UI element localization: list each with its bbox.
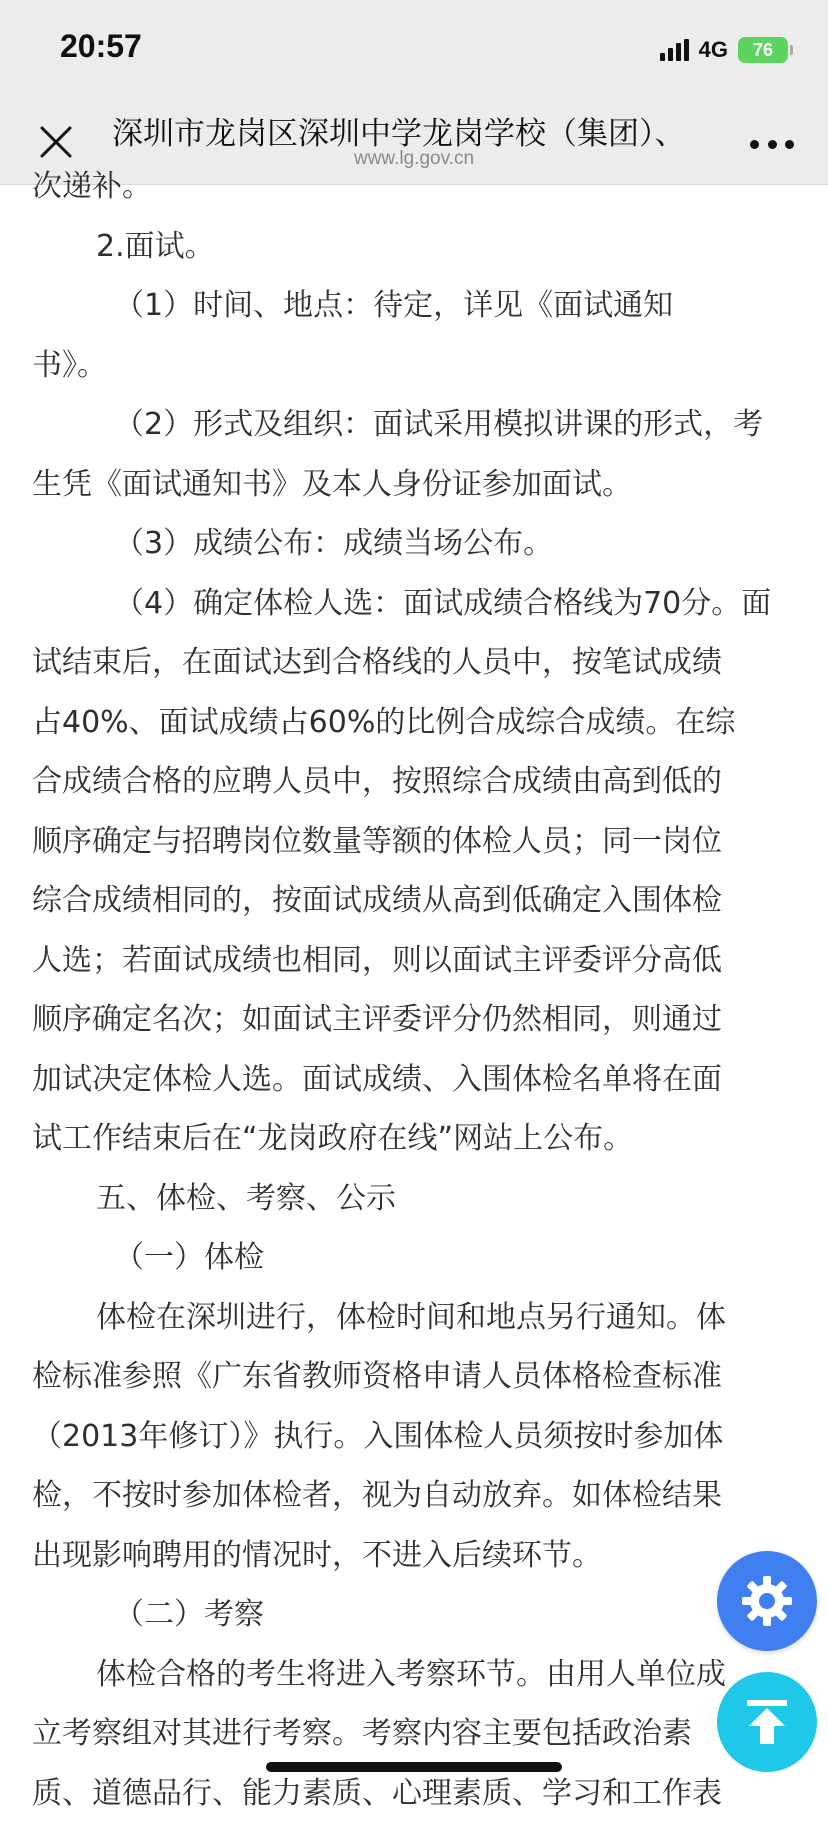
article-line: 立考察组对其进行考察。考察内容主要包括政治素 — [32, 1704, 802, 1764]
article-line: 检，不按时参加体检者，视为自动放弃。如体检结果 — [32, 1466, 802, 1526]
article-line: 占40%、面试成绩占60%的比例合成综合成绩。在综 — [32, 693, 802, 753]
article-line: 合成绩合格的应聘人员中，按照综合成绩由高到低的 — [32, 752, 802, 812]
signal-icon — [660, 39, 689, 61]
article-content — [0, 185, 828, 1792]
page-url: www.lg.gov.cn — [0, 148, 828, 170]
page-title: 深圳市龙岗区深圳中学龙岗学校（集团）、 — [112, 108, 712, 153]
arrow-up-to-top-icon — [739, 1694, 795, 1750]
article-line: （2013年修订）》执行。入围体检人员须按时参加体 — [32, 1407, 802, 1467]
article-line: 加试决定体检人选。面试成绩、入围体检名单将在面 — [32, 1050, 802, 1110]
article-line: 试结束后，在面试达到合格线的人员中，按笔试成绩 — [32, 633, 802, 693]
article-line: 质、道德品行、能力素质、心理素质、学习和工作表 — [32, 1764, 802, 1823]
more-icon — [750, 140, 759, 149]
article-line: （4）确定体检人选：面试成绩合格线为70分。面 — [32, 574, 802, 634]
status-time: 20:57 — [60, 28, 142, 65]
home-indicator[interactable] — [266, 1762, 562, 1772]
status-bar — [0, 0, 828, 98]
article-line: （1）时间、地点：待定，详见《面试通知 — [32, 276, 802, 336]
article-line: （二）考察 — [32, 1585, 802, 1645]
article-line: 顺序确定与招聘岗位数量等额的体检人员；同一岗位 — [32, 812, 802, 872]
battery-icon — [738, 37, 788, 63]
article-line: 体检合格的考生将进入考察环节。由用人单位成 — [32, 1645, 802, 1705]
article-line: （3）成绩公布：成绩当场公布。 — [32, 514, 802, 574]
article-line: 顺序确定名次；如面试主评委评分仍然相同，则通过 — [32, 990, 802, 1050]
settings-button[interactable] — [717, 1551, 817, 1651]
article-line: 五、体检、考察、公示 — [32, 1169, 802, 1229]
network-type: 4G — [699, 37, 728, 63]
article-line: 2.面试。 — [32, 217, 802, 277]
article-line: （2）形式及组织：面试采用模拟讲课的形式，考 — [32, 395, 802, 455]
back-to-top-button[interactable] — [717, 1672, 817, 1772]
article-line: （一）体检 — [32, 1228, 802, 1288]
article-line: 体检在深圳进行，体检时间和地点另行通知。体 — [32, 1288, 802, 1348]
article-lines — [32, 157, 802, 1823]
article-line: 出现影响聘用的情况时，不进入后续环节。 — [32, 1526, 802, 1586]
article-line: 人选；若面试成绩也相同，则以面试主评委评分高低 — [32, 931, 802, 991]
more-button[interactable] — [750, 134, 794, 154]
article-line: 综合成绩相同的，按面试成绩从高到低确定入围体检 — [32, 871, 802, 931]
article-line: 次递补。 — [32, 157, 802, 217]
article-line: 书》。 — [32, 336, 802, 396]
article-line: 生凭《面试通知书》及本人身份证参加面试。 — [32, 455, 802, 515]
gear-icon — [737, 1571, 797, 1631]
status-indicators — [660, 36, 788, 64]
article-line: 试工作结束后在“龙岗政府在线”网站上公布。 — [32, 1109, 802, 1169]
article-line: 检标准参照《广东省教师资格申请人员体格检查标准 — [32, 1347, 802, 1407]
battery-level: 76 — [753, 40, 773, 61]
